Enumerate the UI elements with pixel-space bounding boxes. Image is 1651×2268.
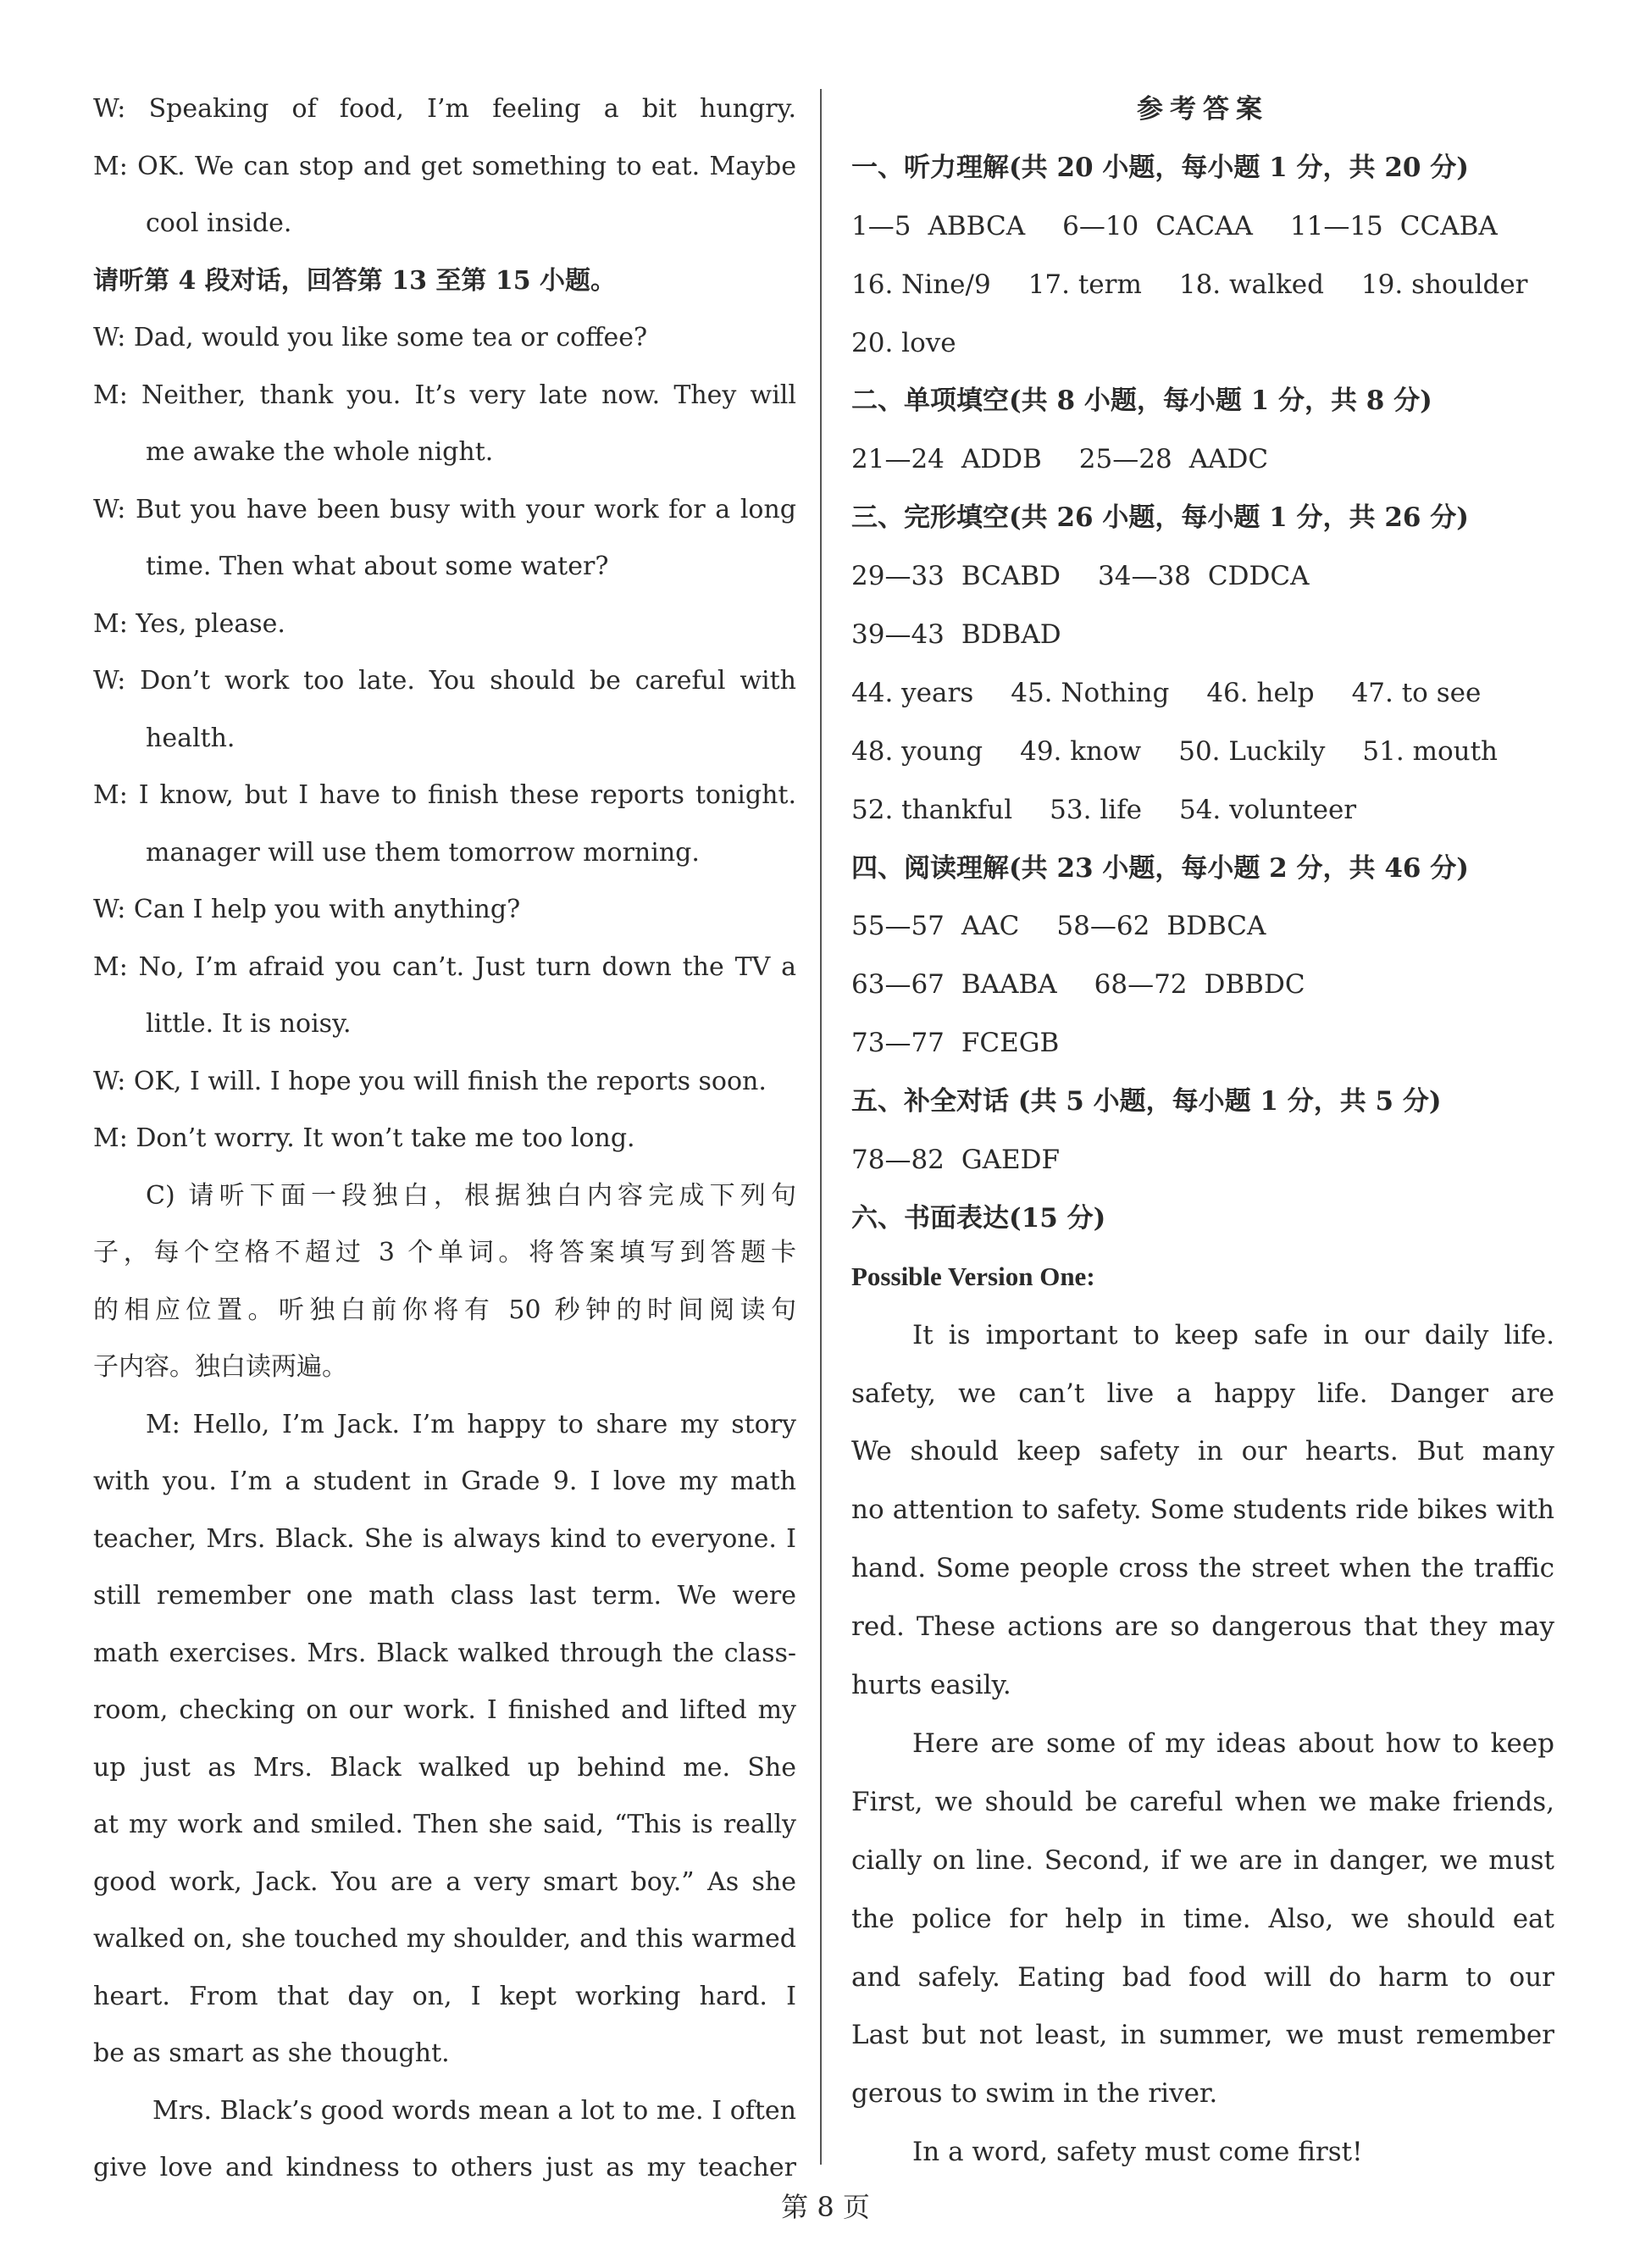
monologue-line: room, checking on our work. I finished and lifted my [93, 1695, 796, 1725]
answer-value: CACAA [1155, 210, 1253, 241]
answer-row [851, 781, 1554, 840]
answer-row [851, 723, 1554, 781]
answer-row [851, 956, 1554, 1014]
essay-line: cially on line. Second, if we are in danger, we must [851, 1844, 1554, 1876]
dialogue-line: W: Don’t work too late. You should be careful with [93, 666, 796, 696]
monologue-line: walked on, she touched my shoulder, and this warmed [93, 1924, 796, 1954]
answer-value: BCABD [961, 561, 1061, 592]
answer-row [851, 1131, 1554, 1189]
essay-line: red. These actions are so dangerous that they may [851, 1611, 1554, 1643]
answer-row [851, 197, 1554, 256]
essay-line: the police for help in time. Also, we should eat [851, 1903, 1554, 1934]
answer-value: 50. Luckily [1178, 735, 1326, 767]
dialogue-line: health. [146, 723, 235, 753]
answer-row [851, 664, 1554, 723]
dialogue-line: cool inside. [146, 208, 292, 238]
essay-line: no attention to safety. Some students ride bikes with [851, 1494, 1554, 1526]
answer-value: 54. volunteer [1178, 794, 1357, 825]
dialogue-line: W: Dad, would you like some tea or coffee? [93, 323, 648, 352]
essay-line: Here are some of my ideas about how to keep [912, 1727, 1554, 1759]
dialogue-line: time. Then what about some water? [146, 552, 609, 581]
monologue-line: at my work and smiled. Then she said, “This is really [93, 1810, 796, 1839]
essay-line: gerous to swim in the river. [851, 2078, 1218, 2110]
answer-value: 47. to see [1351, 677, 1482, 708]
answer-value: AAC [961, 911, 1020, 942]
section-heading: 五、补全对话 (共 5 小题，每小题 1 分，共 5 分) [851, 1086, 1442, 1117]
answer-range: 25—28 [1078, 444, 1172, 475]
section-instruction: C) 请听下面一段独白，根据独白内容完成下列句 [146, 1180, 796, 1211]
answer-value: 44. years [851, 677, 974, 708]
answer-value: 53. life [1050, 794, 1142, 825]
answer-range: 34—38 [1098, 561, 1191, 592]
essay-line: hurts easily. [851, 1670, 1011, 1701]
dialogue-line: W: But you have been busy with your work for a long [93, 494, 796, 524]
answer-range: 73—77 [851, 1028, 945, 1059]
version-label: Possible Version One: [851, 1261, 1095, 1291]
dialogue-line: M: Yes, please. [93, 608, 285, 639]
dialogue-line: M: I know, but I have to finish these reports tonight. [93, 780, 796, 810]
dialogue-line: M: No, I’m afraid you can’t. Just turn down the TV a [93, 951, 796, 982]
essay-line: Last but not least, in summer, we must remember [851, 2020, 1554, 2051]
dialogue-line: little. It is noisy. [146, 1009, 352, 1039]
section-heading: 四、阅读理解(共 23 小题，每小题 2 分，共 46 分) [851, 852, 1469, 884]
answer-range: 68—72 [1094, 969, 1188, 1001]
essay-line: It is important to keep safe in our daily life. [912, 1319, 1554, 1350]
answer-row [851, 606, 1554, 664]
answer-value: 46. help [1206, 677, 1315, 708]
answer-value: CDDCA [1207, 561, 1310, 592]
answer-value: 52. thankful [851, 794, 1013, 825]
column-divider [820, 89, 822, 2165]
dialogue-line: me awake the whole night. [146, 437, 494, 467]
monologue-line: M: Hello, I’m Jack. I’m happy to share my story [146, 1409, 796, 1439]
monologue-line: be as smart as she thought. [93, 2038, 450, 2068]
monologue-line: up just as Mrs. Black walked up behind me. She [93, 1752, 796, 1783]
page-number: 第 8 页 [781, 2191, 870, 2223]
monologue-line: give love and kindness to others just as my teacher [93, 2153, 796, 2182]
essay-line: safety, we can’t live a happy life. Danger are [851, 1378, 1554, 1409]
answer-value: 45. Nothing [1011, 677, 1170, 708]
answer-value: DBBDC [1204, 969, 1305, 1001]
answer-value: FCEGB [961, 1028, 1060, 1059]
section-heading: 二、单项填空(共 8 小题，每小题 1 分，共 8 分) [851, 385, 1432, 417]
answer-range: 39—43 [851, 619, 945, 651]
answer-value: 51. mouth [1362, 735, 1499, 767]
monologue-line: Mrs. Black’s good words mean a lot to me. I often [152, 2095, 796, 2126]
answer-value: 18. walked [1178, 269, 1324, 300]
dialogue-line: M: OK. We can stop and get something to eat. Maybe [93, 151, 796, 181]
answer-row [851, 1014, 1554, 1073]
answer-value: 20. love [851, 327, 956, 358]
section-instruction: 请听第 4 段对话，回答第 13 至第 15 小题。 [93, 265, 617, 296]
answer-row [851, 897, 1554, 956]
answer-value: ADDB [961, 444, 1042, 475]
answer-range: 21—24 [851, 444, 945, 475]
monologue-line: teacher, Mrs. Black. She is always kind to everyone. I [93, 1523, 796, 1554]
answer-range: 63—67 [851, 969, 945, 1001]
monologue-line: with you. I’m a student in Grade 9. I love my math [93, 1467, 796, 1496]
dialogue-line: W: OK, I will. I hope you will finish the reports soon. [93, 1066, 767, 1096]
essay-line: We should keep safety in our hearts. But many [851, 1436, 1554, 1467]
answer-range: 6—10 [1062, 210, 1139, 241]
essay-line: and safely. Eating bad food will do harm to our [851, 1961, 1554, 1993]
answer-value: ABBCA [928, 210, 1026, 241]
dialogue-line: M: Neither, thank you. It’s very late now. They will [93, 380, 796, 410]
answer-value: AADC [1188, 444, 1269, 475]
section-instruction: 子内容。独白读两遍。 [93, 1352, 347, 1382]
answer-value: BDBCA [1166, 911, 1266, 942]
answer-value: 19. shoulder [1360, 269, 1528, 300]
monologue-line: heart. From that day on, I kept working hard. I [93, 1981, 796, 2011]
essay-line: In a word, safety must come first! [912, 2137, 1363, 2168]
answer-value: 17. term [1028, 269, 1142, 300]
monologue-line: still remember one math class last term. We were [93, 1581, 796, 1611]
section-instruction: 的相应位置。听独白前你将有 50 秒钟的时间阅读句 [93, 1295, 796, 1325]
answer-value: CCABA [1399, 210, 1498, 241]
answer-key-title: 参考答案 [1137, 94, 1269, 125]
answer-value: 16. Nine/9 [851, 269, 991, 300]
answer-range: 58—62 [1056, 911, 1150, 942]
answer-value: 48. young [851, 735, 983, 767]
section-heading: 一、听力理解(共 20 小题，每小题 1 分，共 20 分) [851, 152, 1469, 183]
answer-value: 49. know [1020, 735, 1142, 767]
dialogue-line: M: Don’t worry. It won’t take me too long. [93, 1123, 635, 1153]
dialogue-line: W: Can I help you with anything? [93, 895, 521, 924]
monologue-line: math exercises. Mrs. Black walked through the class- [93, 1638, 796, 1668]
dialogue-line: W: Speaking of food, I’m feeling a bit hungry. [93, 94, 796, 124]
answer-row [851, 430, 1554, 489]
right-column [851, 80, 1554, 2182]
answer-row [851, 256, 1554, 314]
answer-row [851, 314, 1554, 373]
essay-line: hand. Some people cross the street when the traffic [851, 1553, 1554, 1584]
section-heading: 六、书面表达(15 分) [851, 1202, 1106, 1234]
answer-value: BDBAD [961, 619, 1061, 651]
answer-range: 29—33 [851, 561, 945, 592]
section-heading: 三、完形填空(共 26 小题，每小题 1 分，共 26 分) [851, 502, 1469, 534]
section-instruction: 子，每个空格不超过 3 个单词。将答案填写到答题卡 [93, 1238, 796, 1267]
left-column [93, 80, 796, 2197]
answer-value: GAEDF [961, 1145, 1061, 1176]
answer-range: 1—5 [851, 210, 911, 241]
answer-range: 11—15 [1289, 210, 1383, 241]
answer-row [851, 547, 1554, 606]
answer-range: 55—57 [851, 911, 945, 942]
dialogue-line: manager will use them tomorrow morning. [146, 837, 700, 868]
answer-range: 78—82 [851, 1145, 945, 1176]
answer-value: BAABA [961, 969, 1057, 1001]
essay-line: First, we should be careful when we make friends, [851, 1786, 1554, 1817]
monologue-line: good work, Jack. You are a very smart boy.” As she [93, 1866, 796, 1897]
